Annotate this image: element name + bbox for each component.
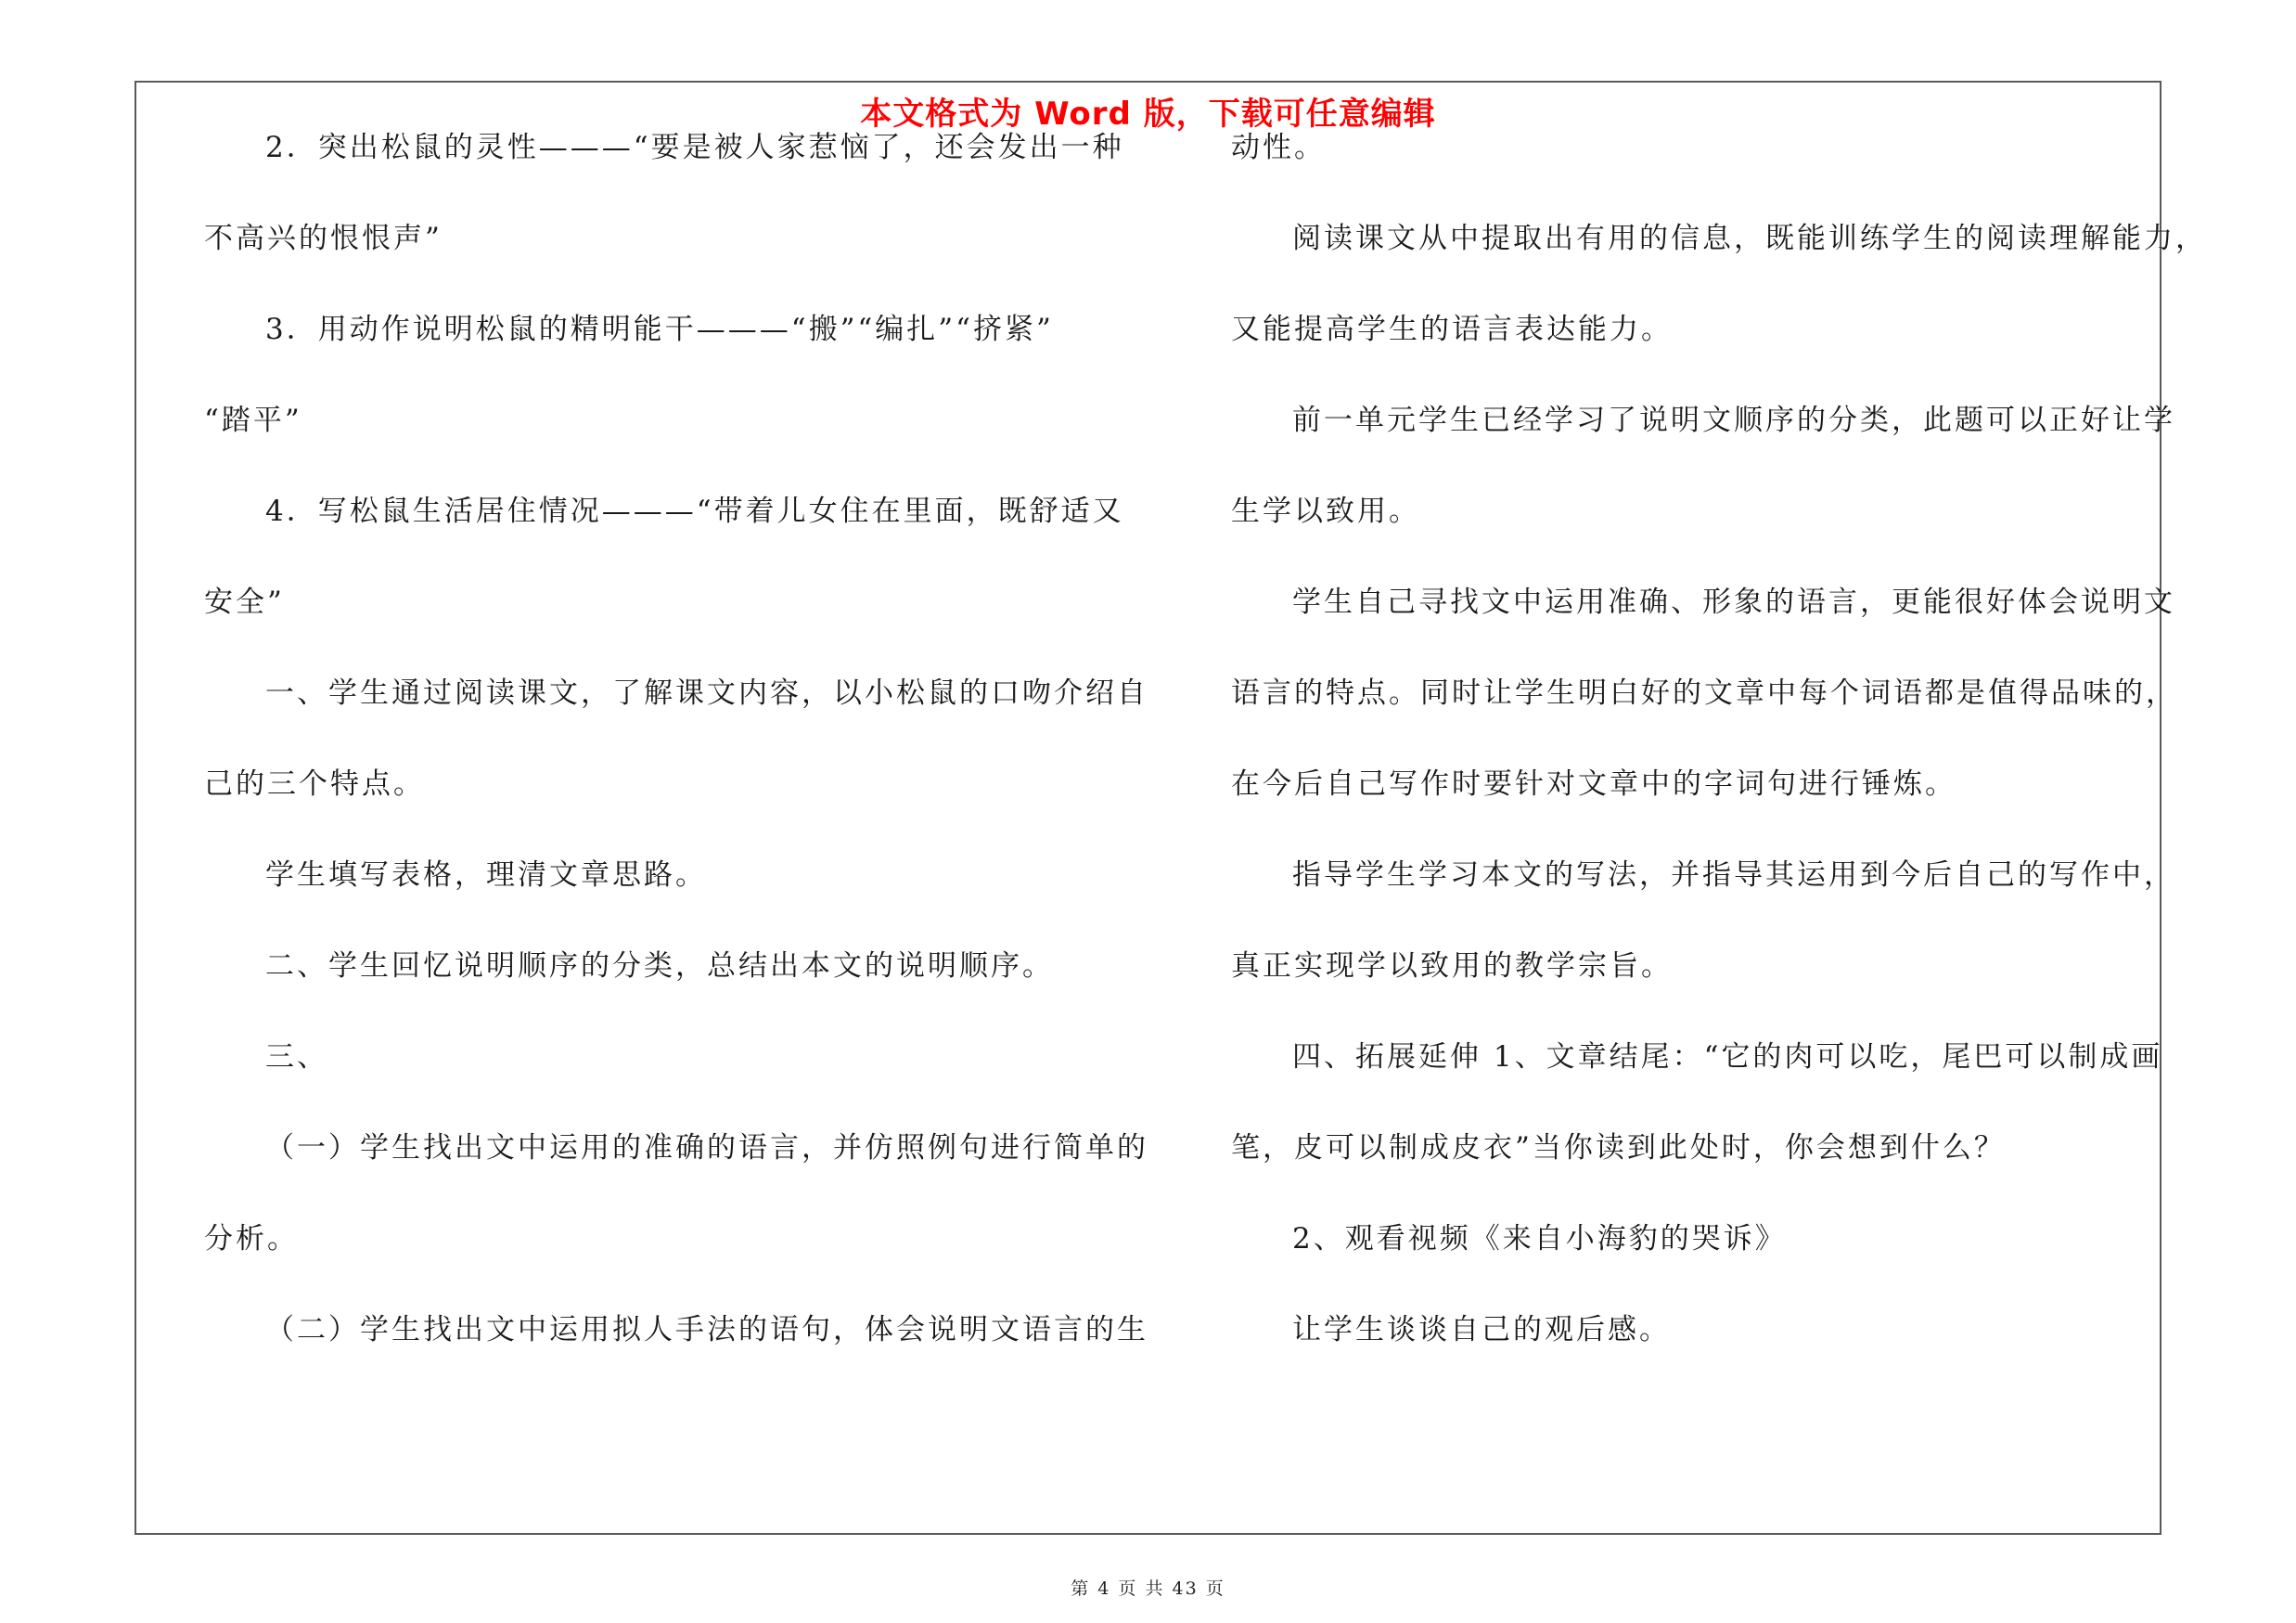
right-text-column [1231,102,2207,1375]
page-number-footer: 第 4 页 共 43 页 [1071,1578,1225,1599]
paragraph-line: 生学以致用。 [1231,495,1420,528]
paragraph-line: 一、学生通过阅读课文，了解课文内容，以小松鼠的口吻介绍自 [265,676,1148,710]
paragraph-line: 分析。 [204,1222,299,1256]
paragraph-line: 学生自己寻找文中运用准确、形象的语言，更能很好体会说明文 [1292,586,2175,619]
paragraph-line: 在今后自己写作时要针对文章中的字词句进行锤炼。 [1231,767,1956,801]
paragraph-line: 4．写松鼠生活居住情况———“带着儿女住在里面，既舒适又 [265,495,1124,528]
paragraph-line: 前一单元学生已经学习了说明文顺序的分类，此题可以正好让学 [1292,404,2175,437]
paragraph-line: 让学生谈谈自己的观后感。 [1292,1313,1671,1346]
paragraph-line: 二、学生回忆说明顺序的分类，总结出本文的说明顺序。 [265,949,1054,983]
paragraph-line: 2．突出松鼠的灵性———“要是被人家惹恼了，还会发出一种 [265,131,1124,164]
paragraph-line: 阅读课文从中提取出有用的信息，既能训练学生的阅读理解能力， [1292,222,2207,255]
paragraph-line: （二）学生找出文中运用拟人手法的语句，体会说明文语言的生 [265,1313,1148,1346]
paragraph-line: （一）学生找出文中运用的准确的语言，并仿照例句进行简单的 [265,1131,1148,1165]
paragraph-line: 不高兴的恨恨声” [204,222,443,255]
paragraph-line: 语言的特点。同时让学生明白好的文章中每个词语都是值得品味的， [1231,676,2177,710]
paragraph-line: 又能提高学生的语言表达能力。 [1231,313,1673,346]
document-header-title: 本文格式为 Word 版，下载可任意编辑 [860,96,1436,133]
paragraph-line: 笔，皮可以制成皮衣”当你读到此处时，你会想到什么？ [1231,1131,2006,1165]
paragraph-line: 三、 [265,1040,328,1074]
paragraph-line: 安全” [204,586,285,619]
paragraph-line: 2、观看视频《来自小海豹的哭诉》 [1292,1222,1787,1256]
paragraph-line: 动性。 [1231,131,1326,164]
paragraph-line: 学生填写表格，理清文章思路。 [265,858,707,892]
paragraph-line: 指导学生学习本文的写法，并指导其运用到今后自己的写作中， [1292,858,2175,892]
paragraph-line: 四、拓展延伸 1、文章结尾：“它的肉可以吃，尾巴可以制成画 [1292,1040,2163,1074]
paragraph-line: 3．用动作说明松鼠的精明能干———“搬”“编扎”“挤紧” [265,313,1054,346]
paragraph-line: “踏平” [204,404,302,437]
left-text-column [204,102,1148,1375]
paragraph-line: 真正实现学以致用的教学宗旨。 [1231,949,1673,983]
paragraph-line: 己的三个特点。 [204,767,425,801]
